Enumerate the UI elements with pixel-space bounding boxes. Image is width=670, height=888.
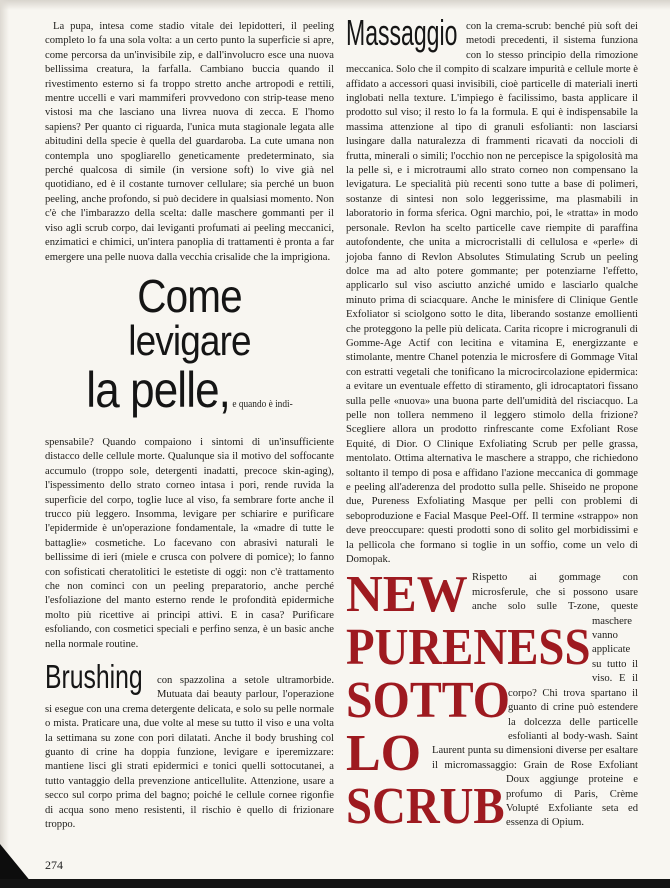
brushing-heading-text: Brushing — [45, 658, 143, 695]
display-word-lo — [346, 725, 432, 783]
display-word-lo-text: LO — [346, 725, 422, 783]
scan-bottom-bar — [0, 879, 670, 888]
headline-line-3-text: la pelle, — [86, 361, 231, 418]
headline-line-3 — [62, 363, 316, 432]
headline-continuation-paragraph: spensabile? Quando compaiono i sintomi di un'insufficiente distacco delle cellule morte. Qualunque sia il motivo del soffocante accumulo (troppo sole, detergenti inadatti, precoce skin-aging), l'ispessimento dello strato corneo intasa i pori, rende ruvida la superficie del corpo, toglie luce al viso, fa sembrare forte anche il trucco più leggero. Insomma, levigare per schiarire e purificare l'epidermide è un'operazione fondamentale, la «madre di tutte le battaglie» cosmetiche. Lo facevano con abrasivi naturali le bellissime di ieri (miele e crusca con polvere di pomice); lo fanno con sofisticati cheratolitici le estetiste di oggi: non c'è trattamento che non cominci con un peeling preparatorio, anche perché l'esfoliazione del manto esterno rende le profondità epidermiche molto più ricettive ai principi attivi. E in casa? Purificare esfoliando, con cosmetici speciali e perfino senza, è un basic anche nella normale routine. — [45, 436, 334, 650]
right-column — [346, 12, 638, 836]
headline-runon-text: e quando è indi- — [230, 398, 293, 410]
display-word-new — [346, 566, 472, 624]
left-column — [45, 20, 334, 832]
massaggio-section — [346, 12, 638, 567]
display-word-pureness — [346, 619, 592, 677]
massaggio-heading-text: Massaggio — [346, 12, 458, 53]
headline-line-2: levigare — [128, 316, 251, 364]
scan-edge-left — [0, 0, 9, 888]
display-word-new-text: NEW — [346, 566, 468, 624]
brushing-section — [45, 658, 334, 832]
page-number: 274 — [45, 858, 63, 872]
display-word-pureness-text: PURENESS — [346, 619, 591, 677]
massaggio-heading — [346, 12, 466, 53]
scan-edge-top — [0, 0, 670, 10]
intro-paragraph: La pupa, intesa come stadio vitale dei lepidotteri, il peeling completo lo fa una sola volta: a un certo punto la superficie si apre, come percorsa da un'invisibile zip, e dall'involucro esce una nuova bellissima creatura, la farfalla. Cambiano buccia quando il rivestimento esterno si fa troppo stretto anche artropodi e rettili, mentre uccelli e vari mammiferi provvedono con strip-tease meno vistosi ma che lasciano una livrea nuova di zecca. E l'homo sapiens? Per quanto ci riguarda, l'unica muta stagionale legata alle abitudini della specie è quella del guardaroba. La cute umana non contempla uno spogliarello geneticamente predeterminato, sia perché qualcosa di simile (in versione soft) lo vive già nel quotidiano, ed è il costante turnover cellulare; sia perché un buon peeling, anche profondo, si può decidere in qualsiasi momento. Non c'è che l'imbarazzo della scelta: dalle maschere gommanti per il viso agli scrub corpo, dai leviganti profumati ai peeling meccanici, enzimatici e chimici, un'intera panoplia di trattamenti è pronta a far emergere una pelle nuova dalla vecchia crisalide che la imprigiona. — [45, 21, 334, 263]
wrap-text: Rispetto ai gommage con microsferule, che si possono usare anche solo sulle T-zone, queste maschere vanno applicate su tutto il viso. E il corpo? Chi trova spartano il guanto di crine può estendere la dolcezza delle particelle esfolianti al body-wash. Saint Laurent punta su dimensioni diverse per esaltare il micromassaggio: Grain de Rose Exfoliant Doux aggiunge proteine e profumo di Paris, Crème Volupté Exfoliante seta ed essenza di Opium. — [432, 572, 638, 829]
display-word-scrub — [346, 778, 506, 836]
display-word-scrub-text: SCRUB — [346, 778, 505, 836]
brushing-text: con spazzolina a setole ultramorbide. Mutuata dai beauty parlour, l'operazione si esegue con una crema detergente delicata, e solo su pelle normale o mista. Praticare una, due volte al mese su tutto il viso e una volta la settimana su zone con pori dilatati. Anche il body brushing col guanto di crine ha doppia funzione, levigare e iperemizzare: mantiene lisci gli strati epidermici e tonici quelli sottocutanei, a tutto vantaggio della prevenzione anticellulite. Attenzione, usare a secco sul corpo prima del bagno; poiché le cellule cornee rigonfie di acqua sono meno resistenti, il rischio è quello di frizionare troppo. — [45, 675, 334, 831]
pureness-display-section — [346, 566, 638, 836]
display-word-sotto-text: SOTTO — [346, 672, 510, 730]
article-headline — [62, 269, 316, 432]
headline-line-1: Come — [137, 269, 242, 322]
massaggio-text: con la crema-scrub: benché più soft dei metodi precedenti, il sistema funziona con lo stesso principio della rimozione meccanica. Solo che il compito di scalzare impurità e cellule morte è affidato a accessori quasi invisibili, cioè particelle di materiali inerti inglobati nella texture. L'impiego è facilissimo, basta applicare il prodotto sul viso; il resto lo fa la formula. E qui è indispensabile la massima attenzione al tipo di granuli esfolianti: non lasciarsi lusingare dalla naturalezza di frammenti ricavati da noccioli di frutta, minerali o simili; l'occhio non ne percepisce la spigolosità ma la pelle sì, e i microtraumi allo strato corneo non compensano la levigatura. Le specialità più recenti sono tutte a base di polimeri, sostanze di sintesi non solo leggerissime, ma plasmabili in laboratorio in forma sferica. Ogni marchio, poi, le «tratta» in modo personale. Revlon ha scelto particelle cave riempite di paraffina autofondente, che unita a microcristalli di cellulosa e «perle» di jojoba fanno di Revlon Absolutes Stimulating Scrub un peeling dolce ma ad alto potere gommante; per potenziarne l'effetto, applicarlo sul viso asciutto anziché umido e lasciarlo qualche minuto prima di sciacquare. Anche le minisfere di Clinique Gentle Exfoliator si sciolgono sotto le dita, liberando sostanze emollienti che proteggono la pelle più delicata. Carita ricopre i microgranuli di Gomme-Age Actif con lecitina e vitamina E, energizzante e stimolante, mentre Chanel potenzia le microsfere di Gommage Vital con estratti vegetali che tonificano la microcircolazione epidermica: a evitare un eventuale effetto di stiramento, gli idrocaptatori fissano sulla pelle «nuova» una buona parte dell'umidità del risciacquo. La pelle non tollera nemmeno il leggero stimolo della frizione? Scegliere allora un prodotto rinfrescante come Exfoliant Rose Equité, di Dior. O Clinique Exfoliating Scrub per pelle grassa, mentolato. Ottima alternativa le maschere a strappo, che richiedono soltanto il tempo di posa e affidano l'azione meccanica di gommage e peeling all'aderenza del prodotto sulla pelle. Shiseido ne propone due, Pureness Exfoliating Masque per pelli con problemi di seboproduzione e Facial Masque Peel-Off. Il termine «strappo» non deve preoccupare: questi prodotti sono di solito gel morbidissimi e la pellicola che formano si toglie in un soffio, come un velo di Domopak. — [346, 21, 638, 566]
display-word-sotto — [346, 672, 510, 730]
brushing-heading — [45, 658, 157, 695]
